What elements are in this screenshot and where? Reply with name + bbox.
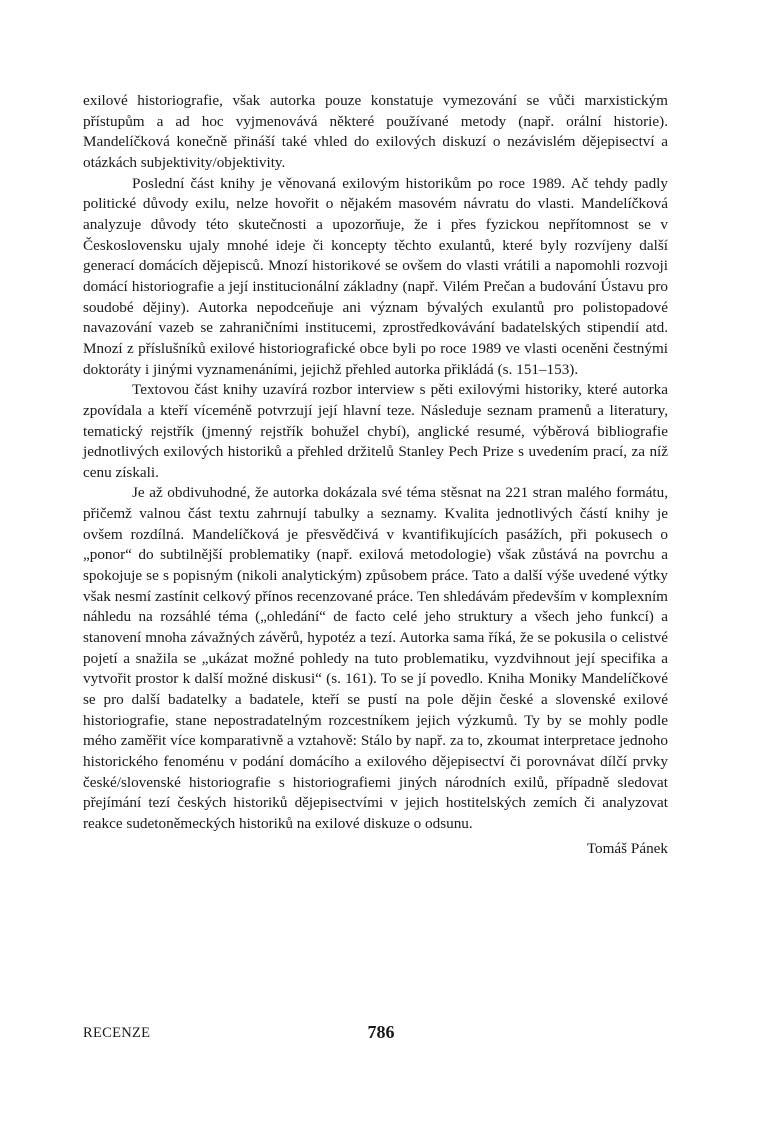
paragraph: Je až obdivuhodné, že autorka dokázala své téma stěsnat na 221 stran malého formátu, přičemž valnou část textu zahrnují tabulky a seznamy. Kvalita jednotlivých částí knihy je ovšem rozdílná. Mandelíčková je přesvědčivá v kvantifikujících pasážích, při pokusech o „ponor“ do subtilnější problematiky (např. exilová metodologie) však zůstává na povrchu a spokojuje se s popisným (nikoli analytickým) způsobem práce. Tato a další výše uvedené výtky však nesmí zastínit celkový přínos recenzované práce. Ten shledávám především v komplexním náhledu na rozsáhlé téma („ohledání“ de facto celé jeho struktury a všech jeho funkcí) a stanovení mnoha závažných závěrů, hypotéz a tezí. Autorka sama říká, že se pokusila o celistvé pojetí a snažila se „ukázat možné pohledy na tuto problematiku, vyzdvihnout její specifika a vytvořit prostor k další možné diskusi“ (s. 161). To se jí povedlo. Kniha Moniky Mandelíčkové se pro další badatelky a badatele, kteří se pustí na pole dějin české a slovenské exilové historiografie, stane nepostradatelným rozcestníkem jejich výzkumů. Ty by se mohly podle mého zaměřit více komparativně a vztahově: Stálo by např. za to, zkoumat interpretace jednoho historického fenoménu v podání domácího a exilového dějepisectví či porovnávat dílčí prvky české/slovenské historiografie s historiografiemi jiných národních exilů, případně sledovat přejímání tezí českých historiků dějepisectvími v jejich hostitelských zemích či analyzovat reakce sudetoněmeckých historiků na exilové diskuze o odsunu.: [83, 484, 668, 832]
paragraph: exilové historiografie, však autorka pouze konstatuje vymezování se vůči marxistickým přístupům a ad hoc vyjmenovává některé používané metody (např. orální historie). Mandelíčková konečně přináší také vhled do exilových diskuzí o nezávislém dějepisectví a otázkách subjektivity/objektivity.: [83, 92, 668, 171]
page-number: 786: [367, 1022, 395, 1042]
paragraph: Textovou část knihy uzavírá rozbor interview s pěti exilovými historiky, které autorka zpovídala a kteří víceméně potvrzují její hlavní teze. Následuje seznam pramenů a literatury, tematický rejstřík (jmenný rejstřík bohužel chybí), anglické resumé, výběrová bibliografie jednotlivých exilových historiků a přehled držitelů Stanley Pech Prize s uvedením prací, za níž cenu získali.: [83, 381, 668, 481]
section-label: RECENZE: [83, 1025, 151, 1041]
author-signature: Tomáš Pánek: [586, 839, 668, 857]
paragraph: Poslední část knihy je věnovaná exilovým historikům po roce 1989. Ač tehdy padly politické důvody exilu, nelze hovořit o nějakém masovém návratu do vlasti. Mandelíčková analyzuje důvody této skutečnosti a upozorňuje, že i přes fyzickou nepřítomnost se v Československu ujaly mnohé ideje či koncepty těchto exulantů, které byly rozvíjeny další generací domácích dějepisců. Mnozí historikové se ovšem do vlasti vrátili a napomohli rozvoji domácí historiografie a její institucionální základny (např. Vilém Prečan a budování Ústavu pro soudobé dějiny). Autorka nepodceňuje ani význam bývalých exulantů pro polistopadové navazování vazeb se zahraničními institucemi, zprostředkovávání badatelských stipendií atd. Mnozí z příslušníků exilové historiografické obce byli po roce 1989 ve vlasti oceněni čestnými doktoráty i jinými vyznamenáními, jejichž přehled autorka přikládá (s. 151–153).: [83, 174, 668, 378]
article-body: [83, 91, 668, 859]
